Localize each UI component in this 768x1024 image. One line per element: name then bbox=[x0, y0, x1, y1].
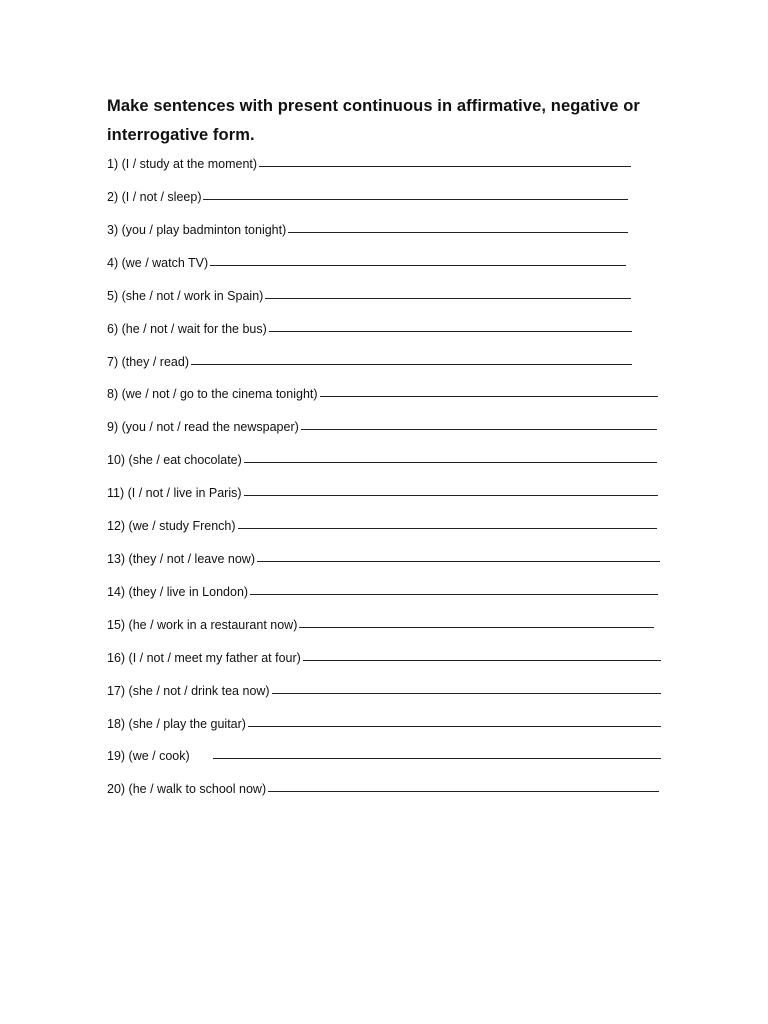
answer-blank[interactable] bbox=[265, 297, 631, 299]
exercise-prompt: 19) (we / cook) bbox=[107, 749, 211, 763]
exercise-prompt: 7) (they / read) bbox=[107, 355, 189, 369]
exercise-item-2 bbox=[107, 189, 628, 205]
exercise-item-19 bbox=[107, 748, 661, 764]
exercise-item-6 bbox=[107, 321, 632, 337]
exercise-item-11 bbox=[107, 485, 658, 501]
answer-blank[interactable] bbox=[250, 593, 658, 595]
exercise-prompt: 14) (they / live in London) bbox=[107, 585, 249, 599]
exercise-prompt: 12) (we / study French) bbox=[107, 519, 236, 533]
exercise-prompt: 11) (I / not / live in Paris) bbox=[107, 486, 242, 500]
exercise-item-3 bbox=[107, 222, 628, 238]
answer-blank[interactable] bbox=[213, 757, 661, 759]
exercise-prompt: 9) (you / not / read the newspaper) bbox=[107, 420, 299, 434]
answer-blank[interactable] bbox=[248, 725, 661, 727]
exercise-item-18 bbox=[107, 716, 661, 732]
answer-blank[interactable] bbox=[288, 231, 628, 233]
answer-blank[interactable] bbox=[191, 363, 632, 365]
answer-blank[interactable] bbox=[303, 659, 661, 661]
answer-blank[interactable] bbox=[203, 198, 628, 200]
answer-blank[interactable] bbox=[320, 395, 658, 397]
exercise-item-13 bbox=[107, 551, 660, 567]
answer-blank[interactable] bbox=[244, 494, 658, 496]
exercise-prompt: 2) (I / not / sleep) bbox=[107, 190, 202, 204]
exercise-prompt: 6) (he / not / wait for the bus) bbox=[107, 322, 267, 336]
answer-blank[interactable] bbox=[257, 560, 660, 562]
answer-blank[interactable] bbox=[272, 692, 661, 694]
exercise-prompt: 20) (he / walk to school now) bbox=[107, 782, 267, 796]
exercise-prompt: 3) (you / play badminton tonight) bbox=[107, 223, 287, 237]
answer-blank[interactable] bbox=[301, 428, 657, 430]
exercise-item-15 bbox=[107, 617, 654, 633]
exercise-prompt: 16) (I / not / meet my father at four) bbox=[107, 651, 301, 665]
exercise-item-5 bbox=[107, 288, 631, 304]
exercise-item-16 bbox=[107, 650, 661, 666]
exercise-prompt: 18) (she / play the guitar) bbox=[107, 717, 246, 731]
exercise-prompt: 5) (she / not / work in Spain) bbox=[107, 289, 264, 303]
exercise-prompt: 17) (she / not / drink tea now) bbox=[107, 684, 270, 698]
exercise-item-9 bbox=[107, 419, 657, 435]
exercise-item-12 bbox=[107, 518, 657, 534]
exercise-item-4 bbox=[107, 255, 626, 271]
exercise-item-10 bbox=[107, 452, 657, 468]
exercise-item-8 bbox=[107, 386, 658, 402]
answer-blank[interactable] bbox=[238, 527, 657, 529]
exercise-item-1 bbox=[107, 156, 631, 172]
answer-blank[interactable] bbox=[269, 330, 632, 332]
answer-blank[interactable] bbox=[268, 790, 659, 792]
exercise-item-7 bbox=[107, 354, 632, 370]
exercise-prompt: 15) (he / work in a restaurant now) bbox=[107, 618, 298, 632]
answer-blank[interactable] bbox=[244, 461, 657, 463]
exercise-prompt: 4) (we / watch TV) bbox=[107, 256, 209, 270]
worksheet-heading: Make sentences with present continuous in affirmative, negative or interrogative form. bbox=[107, 97, 640, 144]
exercise-prompt: 8) (we / not / go to the cinema tonight) bbox=[107, 387, 318, 401]
answer-blank[interactable] bbox=[259, 165, 631, 167]
exercise-prompt: 10) (she / eat chocolate) bbox=[107, 453, 242, 467]
answer-blank[interactable] bbox=[299, 626, 654, 628]
exercise-item-14 bbox=[107, 584, 658, 600]
exercise-item-20 bbox=[107, 781, 659, 797]
exercise-item-17 bbox=[107, 683, 661, 699]
answer-blank[interactable] bbox=[210, 264, 626, 266]
exercise-prompt: 1) (I / study at the moment) bbox=[107, 157, 258, 171]
exercise-prompt: 13) (they / not / leave now) bbox=[107, 552, 255, 566]
